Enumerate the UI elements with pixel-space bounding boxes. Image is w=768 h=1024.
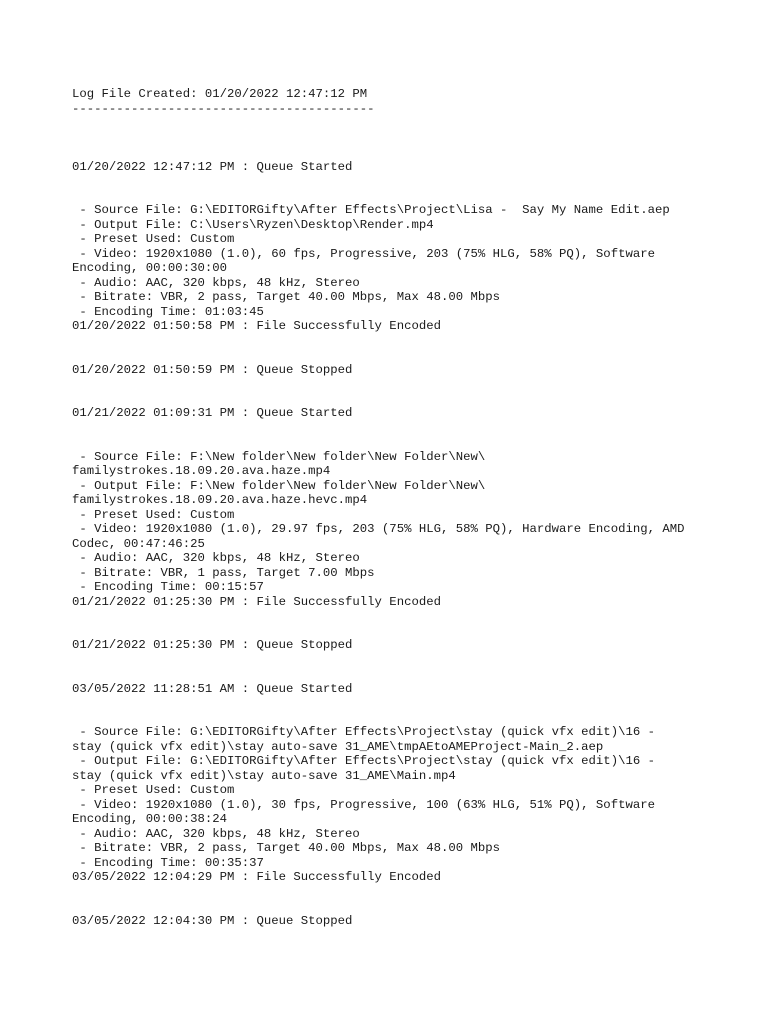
log-detail-line: - Encoding Time: 00:35:37	[72, 855, 264, 870]
file-encoded-line: 01/21/2022 01:25:30 PM : File Successfully Encoded	[72, 594, 441, 609]
log-detail-line: - Video: 1920x1080 (1.0), 29.97 fps, 203 (75% HLG, 58% PQ), Hardware Encoding, AMD	[72, 522, 685, 536]
log-detail-line: - Preset Used: Custom	[72, 232, 235, 246]
log-detail-line: - Source File: F:\New folder\New folder\New Folder\New\	[72, 449, 486, 464]
log-detail-line: - Output File: G:\EDITORGifty\After Effects\Project\stay (quick vfx edit)\16 -	[72, 754, 655, 768]
log-detail-line: stay (quick vfx edit)\stay auto-save 31_AME\Main.mp4	[72, 768, 456, 783]
queue-stopped-line: 03/05/2022 12:04:30 PM : Queue Stopped	[72, 913, 353, 928]
log-detail-line: - Source File: G:\EDITORGifty\After Effects\Project\stay (quick vfx edit)\16 -	[72, 725, 655, 739]
log-detail-line: Codec, 00:47:46:25	[72, 536, 205, 551]
log-detail-line: familystrokes.18.09.20.ava.haze.mp4	[72, 464, 331, 478]
log-detail-line: - Audio: AAC, 320 kbps, 48 kHz, Stereo	[72, 275, 360, 290]
log-text	[72, 87, 762, 928]
queue-started-line: 03/05/2022 11:28:51 AM : Queue Started	[72, 681, 353, 696]
log-detail-line: - Output File: C:\Users\Ryzen\Desktop\Render.mp4	[72, 217, 434, 232]
log-detail-line: - Audio: AAC, 320 kbps, 48 kHz, Stereo	[72, 551, 360, 565]
log-detail-line: Encoding, 00:00:38:24	[72, 812, 227, 826]
log-detail-line: - Video: 1920x1080 (1.0), 30 fps, Progressive, 100 (63% HLG, 51% PQ), Software	[72, 797, 655, 812]
log-detail-line: - Bitrate: VBR, 2 pass, Target 40.00 Mbps, Max 48.00 Mbps	[72, 841, 501, 855]
log-detail-line: - Encoding Time: 01:03:45	[72, 304, 264, 319]
log-detail-line: - Encoding Time: 00:15:57	[72, 580, 264, 594]
log-detail-line: - Bitrate: VBR, 2 pass, Target 40.00 Mbps, Max 48.00 Mbps	[72, 290, 501, 304]
log-separator-rule: -----------------------------------------	[72, 101, 375, 116]
log-created-line: Log File Created: 01/20/2022 12:47:12 PM	[72, 87, 368, 101]
file-encoded-line: 01/20/2022 01:50:58 PM : File Successfully Encoded	[72, 319, 441, 333]
queue-stopped-line: 01/20/2022 01:50:59 PM : Queue Stopped	[72, 362, 353, 377]
queue-stopped-line: 01/21/2022 01:25:30 PM : Queue Stopped	[72, 638, 353, 652]
log-detail-line: - Audio: AAC, 320 kbps, 48 kHz, Stereo	[72, 826, 360, 841]
log-detail-line: - Preset Used: Custom	[72, 783, 235, 797]
log-detail-line: familystrokes.18.09.20.ava.haze.hevc.mp4	[72, 493, 368, 507]
log-detail-line: - Output File: F:\New folder\New folder\New Folder\New\	[72, 478, 486, 493]
log-detail-line: stay (quick vfx edit)\stay auto-save 31_AME\tmpAEtoAMEProject-Main_2.aep	[72, 739, 604, 754]
queue-started-line: 01/21/2022 01:09:31 PM : Queue Started	[72, 406, 353, 420]
log-detail-line: - Preset Used: Custom	[72, 507, 235, 522]
log-detail-line: - Source File: G:\EDITORGifty\After Effects\Project\Lisa - Say My Name Edit.aep	[72, 203, 670, 217]
log-detail-line: Encoding, 00:00:30:00	[72, 261, 227, 275]
file-encoded-line: 03/05/2022 12:04:29 PM : File Successfully Encoded	[72, 870, 441, 884]
log-detail-line: - Video: 1920x1080 (1.0), 60 fps, Progressive, 203 (75% HLG, 58% PQ), Software	[72, 246, 655, 261]
log-detail-line: - Bitrate: VBR, 1 pass, Target 7.00 Mbps	[72, 565, 375, 580]
queue-started-line: 01/20/2022 12:47:12 PM : Queue Started	[72, 159, 353, 174]
queue-blocks	[72, 160, 762, 929]
